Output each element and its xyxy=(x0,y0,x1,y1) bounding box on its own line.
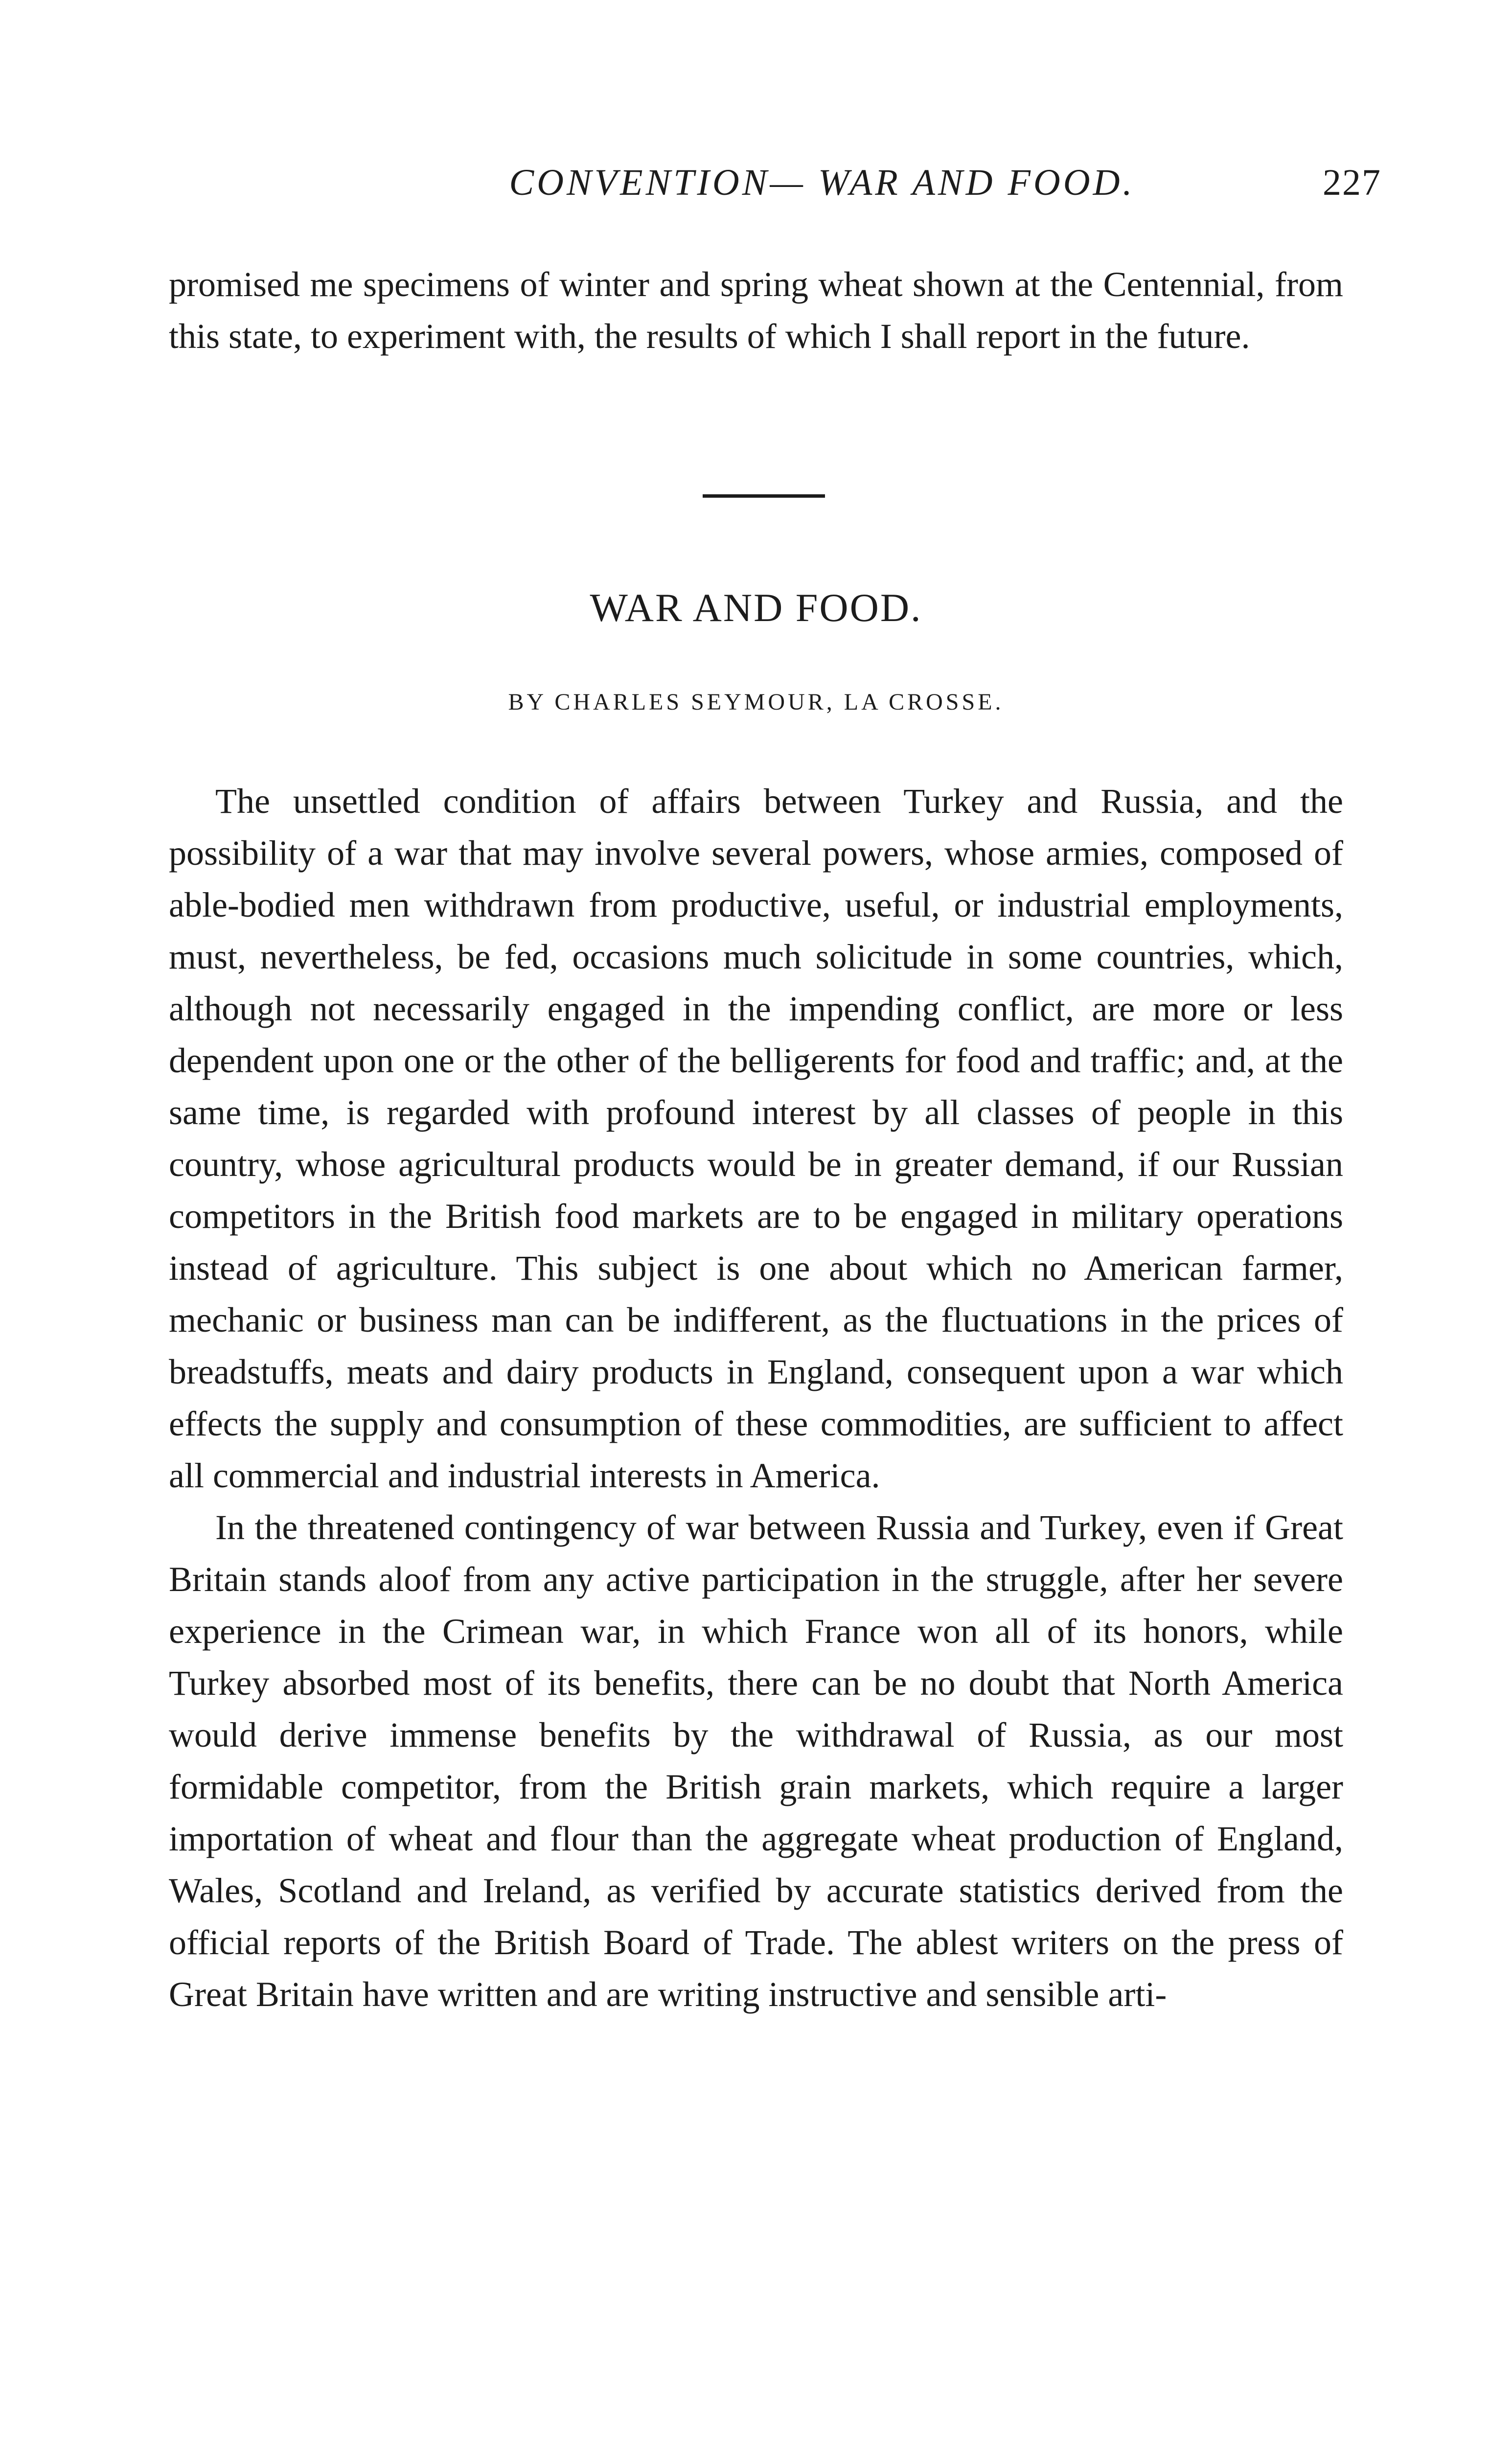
running-head xyxy=(169,156,1387,209)
article-byline: BY CHARLES SEYMOUR, LA CROSSE. xyxy=(508,689,1004,715)
article-body xyxy=(169,775,1343,2020)
page-number: 227 xyxy=(1323,162,1381,203)
running-head-title: CONVENTION— WAR AND FOOD. xyxy=(509,162,1135,203)
continued-paragraph: promised me specimens of winter and spring wheat shown at the Centennial, from this state, to experiment with, the results of which I shall report in the future. xyxy=(169,265,1343,356)
body-paragraph: In the threatened contingency of war between Russia and Turkey, even if Great Britain stands aloof from any active participation in the struggle, after her severe experience in the Crimean war, in which France won all of its honors, while Turkey absorbed most of its benefits, there can be no doubt that North America would derive immense benefits by the withdrawal of Russia, as our most formidable competitor, from the British grain markets, which require a larger importation of wheat and flour than the aggregate wheat production of England, Wales, Scotland and Ireland, as verified by accurate statistics derived from the official reports of the British Board of Trade. The ablest writers on the press of Great Britain have written and are writing instructive and sensible arti- xyxy=(169,1508,1343,2014)
body-paragraph: The unsettled condition of affairs between Turkey and Russia, and the possibility of a war that may involve several powers, whose armies, composed of able-bodied men withdrawn from productive, useful, or industrial employments, must, nevertheless, be fed, occasions much solicitude in some countries, which, although not necessarily engaged in the impending conflict, are more or less dependent upon one or the other of the belligerents for food and traffic; and, at the same time, is regarded with profound interest by all classes of people in this country, whose agricultural products would be in greater demand, if our Russian competitors in the British food markets are to be engaged in military operations instead of agriculture. This subject is one about which no American farmer, mechanic or business man can be indifferent, as the fluctuations in the prices of breadstuffs, meats and dairy products in England, consequent upon a war which effects the supply and consumption of these commodities, are sufficient to affect all commercial and industrial interests in America. xyxy=(169,782,1343,1495)
article-title: WAR AND FOOD. xyxy=(590,585,922,630)
section-divider xyxy=(703,494,825,498)
